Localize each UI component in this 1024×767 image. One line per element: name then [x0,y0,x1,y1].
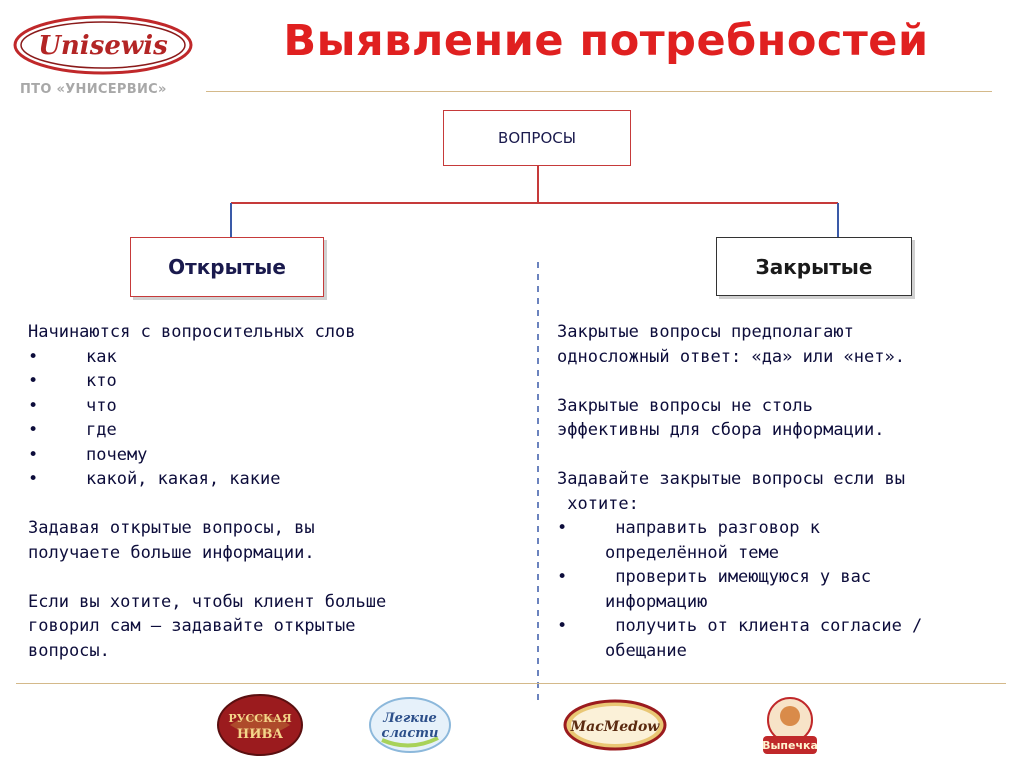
logo-lettering: Unisewis [38,31,168,61]
svg-text:НИВА: НИВА [236,727,284,742]
open-para2-line1: Если вы хотите, чтобы клиент больше [28,591,387,612]
list-item: • что [28,395,117,416]
svg-text:Выпечка: Выпечка [762,739,818,752]
legkie-slasti-logo [360,690,480,760]
company-name: ПТО «УНИСЕРВИС» [20,82,167,97]
list-item: • кто [28,371,117,391]
open-questions-text [28,320,518,663]
closed-p3-line1: Задавайте закрытые вопросы если вы [557,469,905,489]
list-item: • какой, какая, какие [28,469,281,489]
questions-root-box: ВОПРОСЫ [443,110,631,166]
svg-text:РУССКАЯ: РУССКАЯ [228,712,292,725]
list-item: • где [28,420,117,440]
list-item: • почему [28,444,148,465]
russkaya-niva-logo [210,690,330,760]
svg-text:сласти: сласти [381,726,439,741]
list-item: • направить разговор к [557,518,820,538]
closed-p2-line1: Закрытые вопросы не столь [557,395,813,416]
closed-questions-text [557,320,1007,663]
open-para2-line2: говорил сам – задавайте открытые [28,616,356,636]
vypechka-logo [745,690,865,760]
open-para1-line1: Задавая открытые вопросы, вы [28,518,315,538]
closed-questions-box: Закрытые [716,237,912,296]
macmedow-logo [560,690,680,760]
closed-p2-line2: эффективны для сбора информации. [557,420,885,440]
svg-text:Легкие: Легкие [383,711,437,726]
svg-text:MacMedow: MacMedow [570,719,660,735]
list-item: • получить от клиента согласие / [557,616,923,636]
open-para2-line3: вопросы. [28,640,110,661]
closed-p3-line2: хотите: [557,493,639,514]
list-item-cont: определённой теме [605,542,779,563]
closed-p1-line1: Закрытые вопросы предполагают [557,322,854,342]
page-title: Выявление потребностей [283,16,929,66]
closed-p1-line2: односложный ответ: «да» или «нет». [557,346,905,367]
open-intro: Начинаются с вопросительных слов [28,322,356,342]
open-para1-line2: получаете больше информации. [28,542,315,563]
list-item-cont: обещание [605,640,687,661]
list-item-cont: информацию [605,591,708,612]
footer-rule [16,683,1006,684]
list-item: • проверить имеющуюся у вас [557,567,872,587]
open-questions-box: Открытые [130,237,324,297]
list-item: • как [28,346,117,367]
